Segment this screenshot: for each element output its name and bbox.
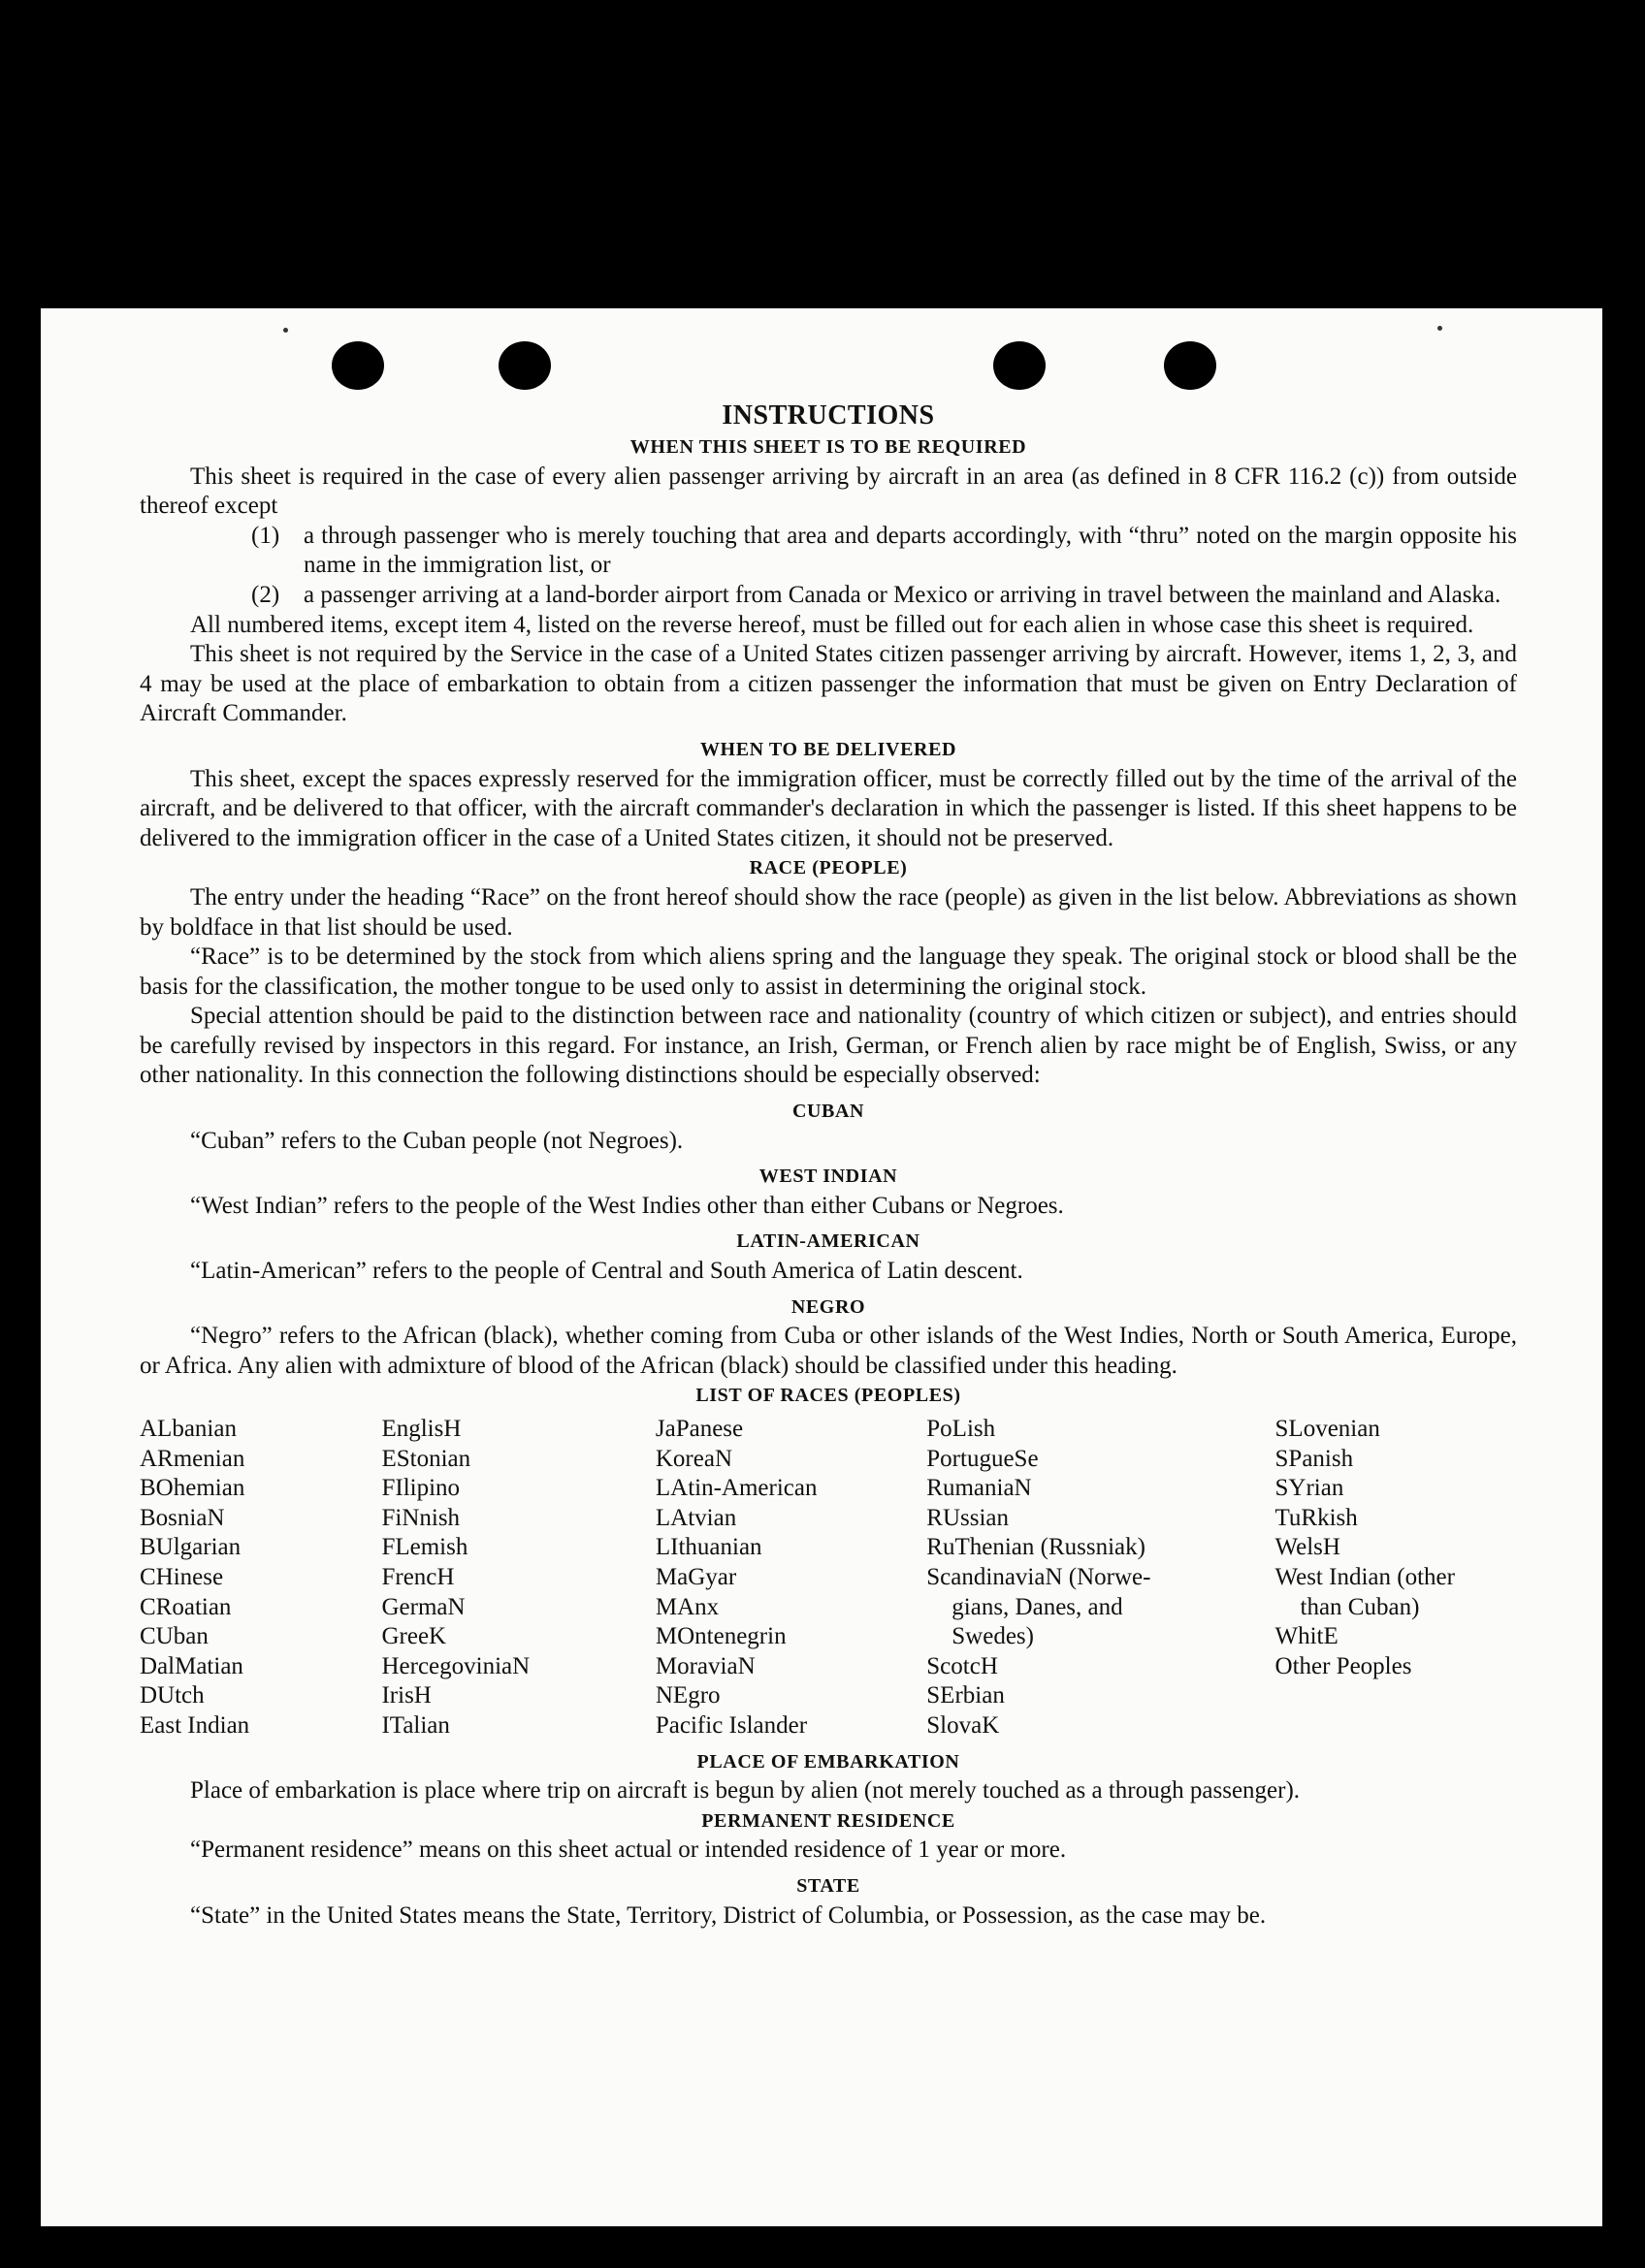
document-body [140,382,1517,1931]
race-entry: FiNnish [381,1504,461,1531]
race-entry: Pacific Islander [655,1711,808,1739]
race-entry: GreeK [381,1623,447,1650]
race-column [140,1415,381,1741]
section-heading-negro: NEGRO [790,1295,866,1318]
race-entry: ALbanian [140,1416,237,1442]
section-heading-cuban: CUBAN [791,1101,865,1123]
section-heading-latin-american: LATIN-AMERICAN [736,1230,920,1253]
race-entry: WhitE [1274,1623,1339,1650]
race-entry: IrisH [381,1682,432,1709]
race-entry: FLemish [381,1534,468,1561]
paragraph: Place of embarkation is place where trip on aircraft is begun by alien (not merely touched as a through passenger). [190,1777,1301,1805]
section-heading-race-list: LIST OF RACES (PEOPLES) [695,1385,961,1407]
paragraph: The entry under the heading “Race” on the front hereof should show the race (people) as given in the list below. Abbreviations as shown by boldface in that list should be used. [140,883,1517,941]
race-entry: WelsH [1274,1534,1340,1561]
race-entry: CRoatian [140,1593,232,1620]
paragraph: “Negro” refers to the African (black), whether coming from Cuba or other islands of the West Indies, North or South America, Europe, or Africa. Any alien with admixture of blood of the African (black) should be classified under this heading. [140,1323,1517,1379]
paragraph: This sheet, except the spaces expressly reserved for the immigration officer, must be correctly filled out by the time of the arrival of the aircraft, and be delivered to that officer, with the aircraft commander's declaration in which the passenger is listed. If this sheet happens to be delivered to the immigration officer in the case of a United States citizen, it should not be preserved. [140,765,1517,851]
race-entry: SlovaK [926,1711,1000,1739]
race-entry: SPanish [1274,1445,1354,1472]
race-entry: ITalian [381,1711,450,1739]
race-entry: JaPanese [655,1416,744,1442]
race-entry: ScotcH [926,1652,998,1679]
item-text: a through passenger who is merely touching that area and departs accordingly, with “thru” noted on the margin opposite his name in the immigration list, or [304,522,1517,579]
paragraph: Special attention should be paid to the distinction between race and nationality (country of which citizen or subject), and entries should be carefully revised by inspectors in this regard. For instance, an Irish, German, or French alien by race might be of English, Swiss, or any other nationality. In this connection the following distinctions should be especially observed: [140,1003,1517,1089]
race-entry: CUban [140,1623,209,1650]
race-entry: gians, Danes, and [952,1593,1123,1620]
section-heading-required: WHEN THIS SHEET IS TO BE REQUIRED [629,436,1027,458]
item-text: a passenger arriving at a land-border airport from Canada or Mexico or arriving in travel between the mainland and Alaska. [304,581,1501,608]
race-entry: ScandinaviaN (Norwe- [926,1563,1151,1590]
item-number: (2) [251,581,280,608]
race-entry: GermaN [381,1593,466,1620]
race-entry: RumaniaN [926,1475,1032,1502]
section-heading-residence: PERMANENT RESIDENCE [701,1809,955,1832]
race-entry: RUssian [926,1504,1010,1531]
exception-item [251,581,1517,611]
race-column [656,1415,926,1741]
race-entry: HercegoviniaN [381,1652,531,1679]
paragraph: “West Indian” refers to the people of the West Indies other than either Cubans or Negroes. [190,1192,1064,1219]
race-entry: MOntenegrin [655,1623,787,1650]
race-entry: KoreaN [655,1445,733,1472]
race-entry: EStonian [381,1445,471,1472]
section-heading-embarkation: PLACE OF EMBARKATION [696,1750,960,1773]
race-entry: FIlipino [381,1475,461,1502]
race-entry: TuRkish [1274,1504,1358,1531]
paragraph: “Permanent residence” means on this sheet actual or intended residence of 1 year or more. [190,1837,1067,1864]
paragraph: “Race” is to be determined by the stock from which aliens spring and the language they speak. The original stock or blood shall be the basis for the classification, the mother tongue to be used only to assist in determining the original stock. [140,943,1517,1000]
item-number: (1) [251,522,280,549]
race-entry: PoLish [926,1416,996,1442]
speck [283,328,288,333]
section-heading-delivered: WHEN TO BE DELIVERED [699,738,957,760]
paragraph: “Latin-American” refers to the people of Central and South America of Latin descent. [190,1258,1023,1285]
section-heading-race: RACE (PEOPLE) [749,857,908,879]
race-list [140,1415,1517,1741]
race-entry: MoraviaN [655,1652,756,1679]
instruction-sheet [41,308,1602,2226]
race-entry: RuThenian (Russniak) [926,1534,1145,1561]
race-entry: CHinese [140,1563,224,1590]
exception-item [251,522,1517,581]
speck [1437,326,1442,331]
race-entry: East Indian [140,1711,250,1739]
race-entry: MaGyar [655,1563,737,1590]
race-entry: LIthuanian [655,1534,762,1561]
paragraph: This sheet is required in the case of every alien passenger arriving by aircraft in an area (as defined in 8 CFR 116.2 (c)) from outside thereof except [140,463,1517,520]
race-entry: LAtvian [655,1504,737,1531]
race-entry: SErbian [926,1682,1005,1709]
race-entry: BUlgarian [140,1534,242,1561]
paragraph: All numbered items, except item 4, listed on the reverse hereof, must be filled out for each alien in whose case this sheet is required. [190,611,1474,638]
race-column [926,1415,1274,1741]
race-entry: SYrian [1274,1475,1344,1502]
section-heading-west-indian: WEST INDIAN [758,1166,898,1188]
race-entry: PortugueSe [926,1445,1039,1472]
paragraph: “Cuban” refers to the Cuban people (not Negroes). [190,1127,684,1154]
race-entry: Swedes) [952,1623,1034,1650]
race-entry: DUtch [140,1682,205,1709]
race-entry: MAnx [655,1593,720,1620]
document-title: INSTRUCTIONS [722,400,935,431]
race-entry: LAtin-American [655,1475,818,1502]
paragraph: “State” in the United States means the State, Territory, District of Columbia, or Possession, as the case may be. [190,1901,1267,1929]
race-entry: EnglisH [381,1416,462,1442]
race-entry: ARmenian [140,1445,245,1472]
race-entry: BOhemian [140,1475,245,1502]
race-entry: NEgro [655,1682,721,1709]
race-entry: FrencH [381,1563,455,1590]
race-entry: Other Peoples [1274,1652,1412,1679]
race-column [381,1415,655,1741]
race-entry: SLovenian [1274,1416,1380,1442]
section-heading-state: STATE [796,1874,860,1897]
race-entry: West Indian (other [1274,1563,1455,1590]
paragraph: This sheet is not required by the Service in the case of a United States citizen passenger arriving by aircraft. However, items 1, 2, 3, and 4 may be used at the place of embarkation to obtain from a citizen passenger the information that must be given on Entry Declaration of Aircraft Commander. [140,641,1517,727]
race-column [1275,1415,1517,1741]
race-entry: than Cuban) [1300,1593,1420,1620]
race-entry: BosniaN [140,1504,225,1531]
race-entry: DalMatian [140,1652,243,1679]
